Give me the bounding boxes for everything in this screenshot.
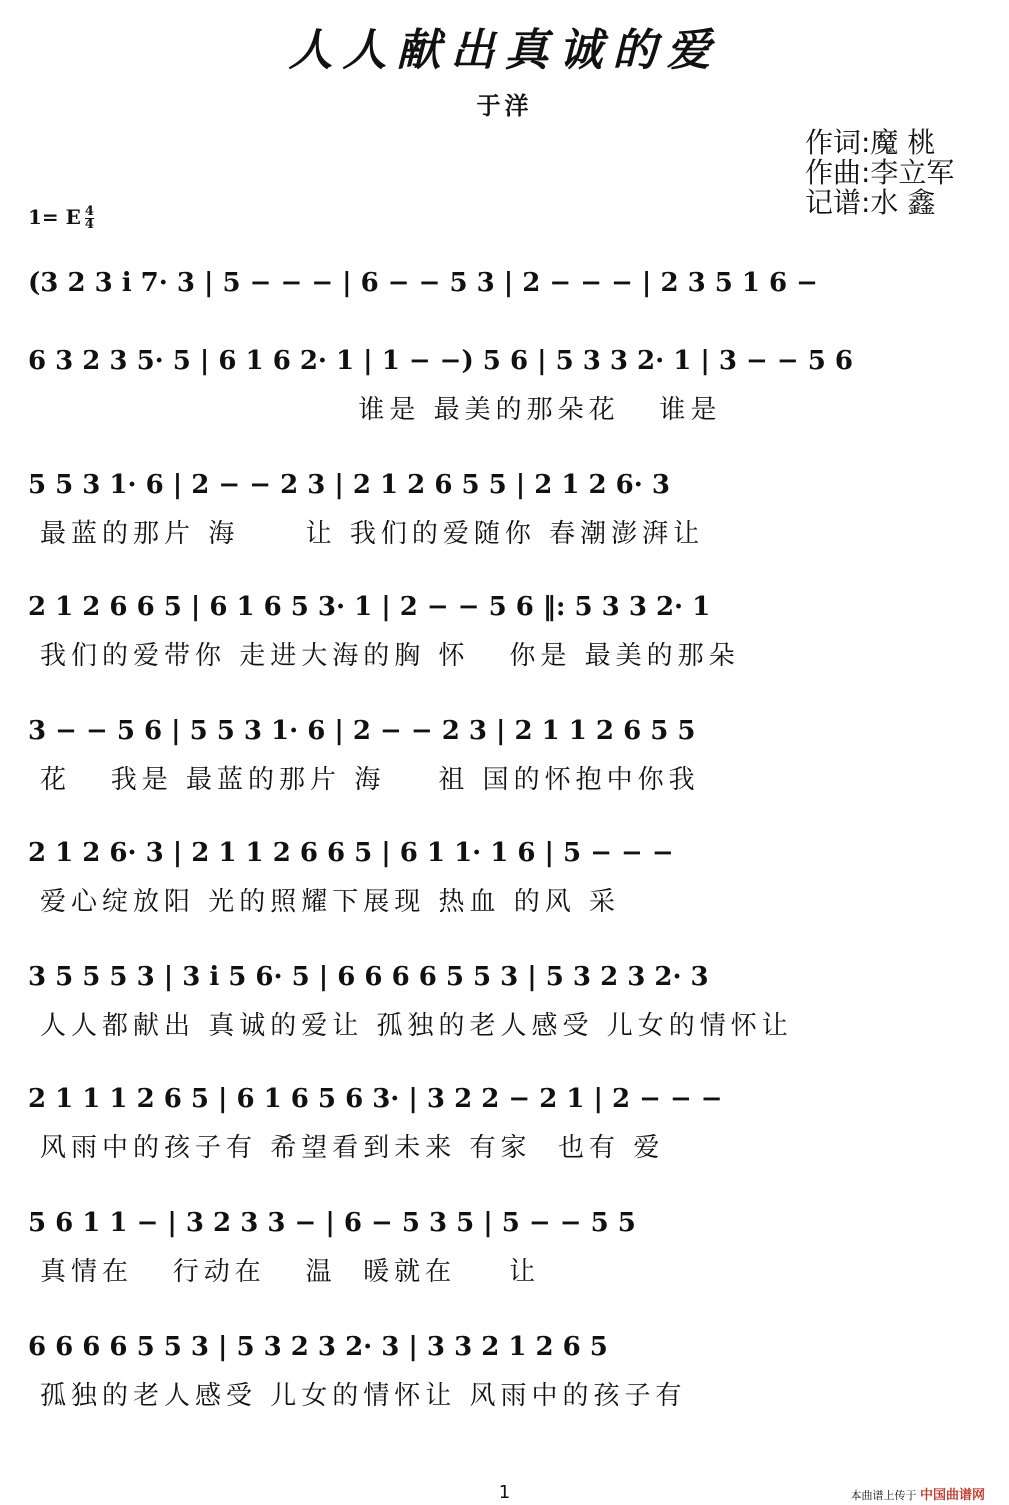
- staff-line-3: [28, 460, 988, 580]
- staff-line-5: [28, 706, 988, 826]
- lyrics-line: 风雨中的孩子有 希望看到未来 有家 也有 爱: [40, 1133, 665, 1163]
- staff-line-4: [28, 582, 988, 702]
- credits-block: [805, 128, 954, 218]
- upload-text: 本曲谱上传于: [850, 1489, 917, 1502]
- lyrics-line: 花 我是 最蓝的那片 海 祖 国的怀抱中你我: [40, 765, 700, 795]
- composer-credit: 作曲:李立军: [805, 156, 955, 189]
- lyrics-line: 真情在 行动在 温 暖就在 让: [40, 1257, 541, 1287]
- site-logo-text: 中国曲谱网: [919, 1488, 985, 1503]
- notation-line: 2 1 2 6· 3 | 2 1 1 2 6 6 5 | 6 1 1· 1 6 | 5 − − −: [28, 838, 674, 868]
- lyrics-line: 孤独的老人感受 儿女的情怀让 风雨中的孩子有: [40, 1381, 687, 1411]
- notation-line: 3 5 5 5 3 | 3 i 5 6· 5 | 6 6 6 6 5 5 3 | 5 3 2 3 2· 3: [28, 962, 709, 992]
- notation-line: 6 6 6 6 5 5 3 | 5 3 2 3 2· 3 | 3 3 2 1 2 6 5: [28, 1332, 608, 1362]
- staff-line-8: [28, 1074, 988, 1194]
- staff-line-7: [28, 952, 988, 1072]
- lyrics-line: 最蓝的那片 海 让 我们的爱随你 春潮澎湃让: [40, 519, 705, 549]
- staff-line-9: [28, 1198, 988, 1318]
- staff-line-10: [28, 1322, 988, 1442]
- time-unit: 4: [84, 217, 94, 232]
- lyrics-line: 谁是 最美的那朵花 谁是: [40, 395, 722, 425]
- notation-line: (3 2 3 i 7· 3 | 5 − − − | 6 − − 5 3 | 2 − − − | 2 3 5 1 6 −: [28, 268, 818, 298]
- singer-name: 于洋: [476, 92, 533, 120]
- song-title: 人人献出真诚的爱: [288, 25, 721, 76]
- key-label: 1= E: [28, 205, 81, 229]
- lyricist-credit: 作词:魔 桃: [805, 126, 936, 159]
- notation-line: 2 1 1 1 2 6 5 | 6 1 6 5 6 3· | 3 2 2 − 2 1 | 2 − − −: [28, 1084, 723, 1114]
- page-number: 1: [498, 1482, 511, 1503]
- notation-line: 2 1 2 6 6 5 | 6 1 6 5 3· 1 | 2 − − 5 6 ‖: 5 3 3 2· 1: [28, 592, 711, 622]
- transcriber-credit: 记谱:水 鑫: [805, 186, 936, 219]
- notation-line: 5 5 3 1· 6 | 2 − − 2 3 | 2 1 2 6 5 5 | 2 1 2 6· 3: [28, 470, 670, 500]
- staff-line-2: [28, 336, 988, 456]
- time-signature: [85, 206, 94, 231]
- notation-line: 3 − − 5 6 | 5 5 3 1· 6 | 2 − − 2 3 | 2 1 1 2 6 5 5: [28, 716, 696, 746]
- key-signature: [28, 205, 94, 231]
- lyrics-line: 我们的爱带你 走进大海的胸 怀 你是 最美的那朵: [40, 641, 740, 671]
- lyrics-line: 爱心绽放阳 光的照耀下展现 热血 的风 采: [40, 887, 621, 917]
- time-beats: 4: [84, 204, 94, 219]
- notation-line: 5 6 1 1 − | 3 2 3 3 − | 6 − 5 3 5 | 5 − − 5 5: [28, 1208, 636, 1238]
- lyrics-line: 人人都献出 真诚的爱让 孤独的老人感受 儿女的情怀让: [40, 1011, 793, 1041]
- staff-line-6: [28, 828, 988, 948]
- upload-note: [850, 1484, 985, 1503]
- notation-line: 6 3 2 3 5· 5 | 6 1 6 2· 1 | 1 − −) 5 6 | 5 3 3 2· 1 | 3 − − 5 6: [28, 346, 853, 376]
